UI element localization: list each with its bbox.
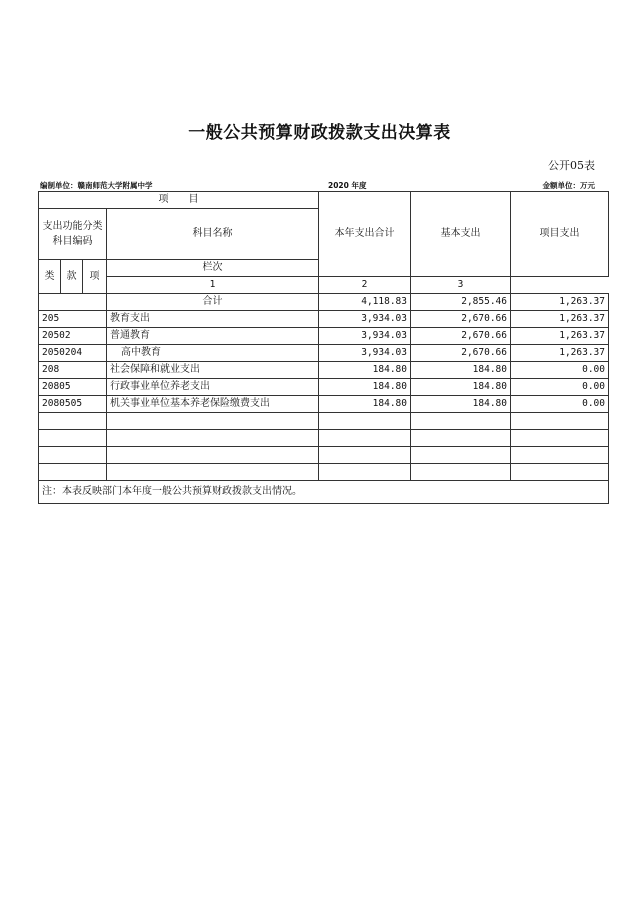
row-code: 2050204 [39,345,107,362]
table-row [39,396,609,413]
empty-row [39,413,609,430]
row-total: 184.80 [319,379,411,396]
header-kuan: 款 [61,260,83,294]
header-project: 项 目 [39,192,319,209]
row-code: 2080505 [39,396,107,413]
row-name: 社会保障和就业支出 [107,362,319,379]
form-number: 公开05表 [548,159,595,172]
row-name: 普通教育 [107,328,319,345]
row-project: 0.00 [511,362,609,379]
row-project: 0.00 [511,396,609,413]
header-column-label: 栏次 [107,260,319,277]
note-row [39,481,609,504]
sum-total: 4,118.83 [319,294,411,311]
header-subject-name: 科目名称 [107,209,319,260]
header-total: 本年支出合计 [319,192,411,277]
row-total: 3,934.03 [319,328,411,345]
row-basic: 2,670.66 [411,345,511,362]
table-note: 注：本表反映部门本年度一般公共预算财政拨款支出情况。 [39,481,609,504]
sum-label: 合计 [107,294,319,311]
header-row-project [39,192,609,209]
row-project: 1,263.37 [511,345,609,362]
row-total: 3,934.03 [319,311,411,328]
header-function-code: 支出功能分类科目编码 [39,209,107,260]
sum-project: 1,263.37 [511,294,609,311]
empty-row [39,464,609,481]
row-basic: 2,670.66 [411,311,511,328]
header-basic: 基本支出 [411,192,511,277]
empty-row [39,430,609,447]
row-total: 3,934.03 [319,345,411,362]
header-xiang: 项 [83,260,107,294]
table-row [39,362,609,379]
expenditure-table [38,191,609,504]
table-row [39,328,609,345]
table-row [39,311,609,328]
row-total: 184.80 [319,362,411,379]
row-code: 20805 [39,379,107,396]
row-basic: 184.80 [411,396,511,413]
sum-basic: 2,855.46 [411,294,511,311]
col-no-3: 3 [411,277,511,294]
row-basic: 2,670.66 [411,328,511,345]
row-code: 20502 [39,328,107,345]
row-code: 205 [39,311,107,328]
col-no-2: 2 [319,277,411,294]
row-name: 机关事业单位基本养老保险缴费支出 [107,396,319,413]
col-no-1: 1 [107,277,319,294]
sum-row [39,294,609,311]
header-lei: 类 [39,260,61,294]
empty-row [39,447,609,464]
row-project: 1,263.37 [511,328,609,345]
row-basic: 184.80 [411,379,511,396]
row-basic: 184.80 [411,362,511,379]
row-name: 行政事业单位养老支出 [107,379,319,396]
table-row [39,345,609,362]
row-code: 208 [39,362,107,379]
fiscal-year: 2020 年度 [328,181,367,190]
column-number-row [39,277,609,294]
row-project: 0.00 [511,379,609,396]
page-title: 一般公共预算财政拨款支出决算表 [188,123,451,143]
row-total: 184.80 [319,396,411,413]
row-name: 高中教育 [107,345,319,362]
table-row [39,379,609,396]
header-project-exp: 项目支出 [511,192,609,277]
compiling-unit: 编制单位：赣南师范大学附属中学 [40,181,153,190]
row-name: 教育支出 [107,311,319,328]
amount-unit: 金额单位：万元 [542,181,595,190]
row-project: 1,263.37 [511,311,609,328]
